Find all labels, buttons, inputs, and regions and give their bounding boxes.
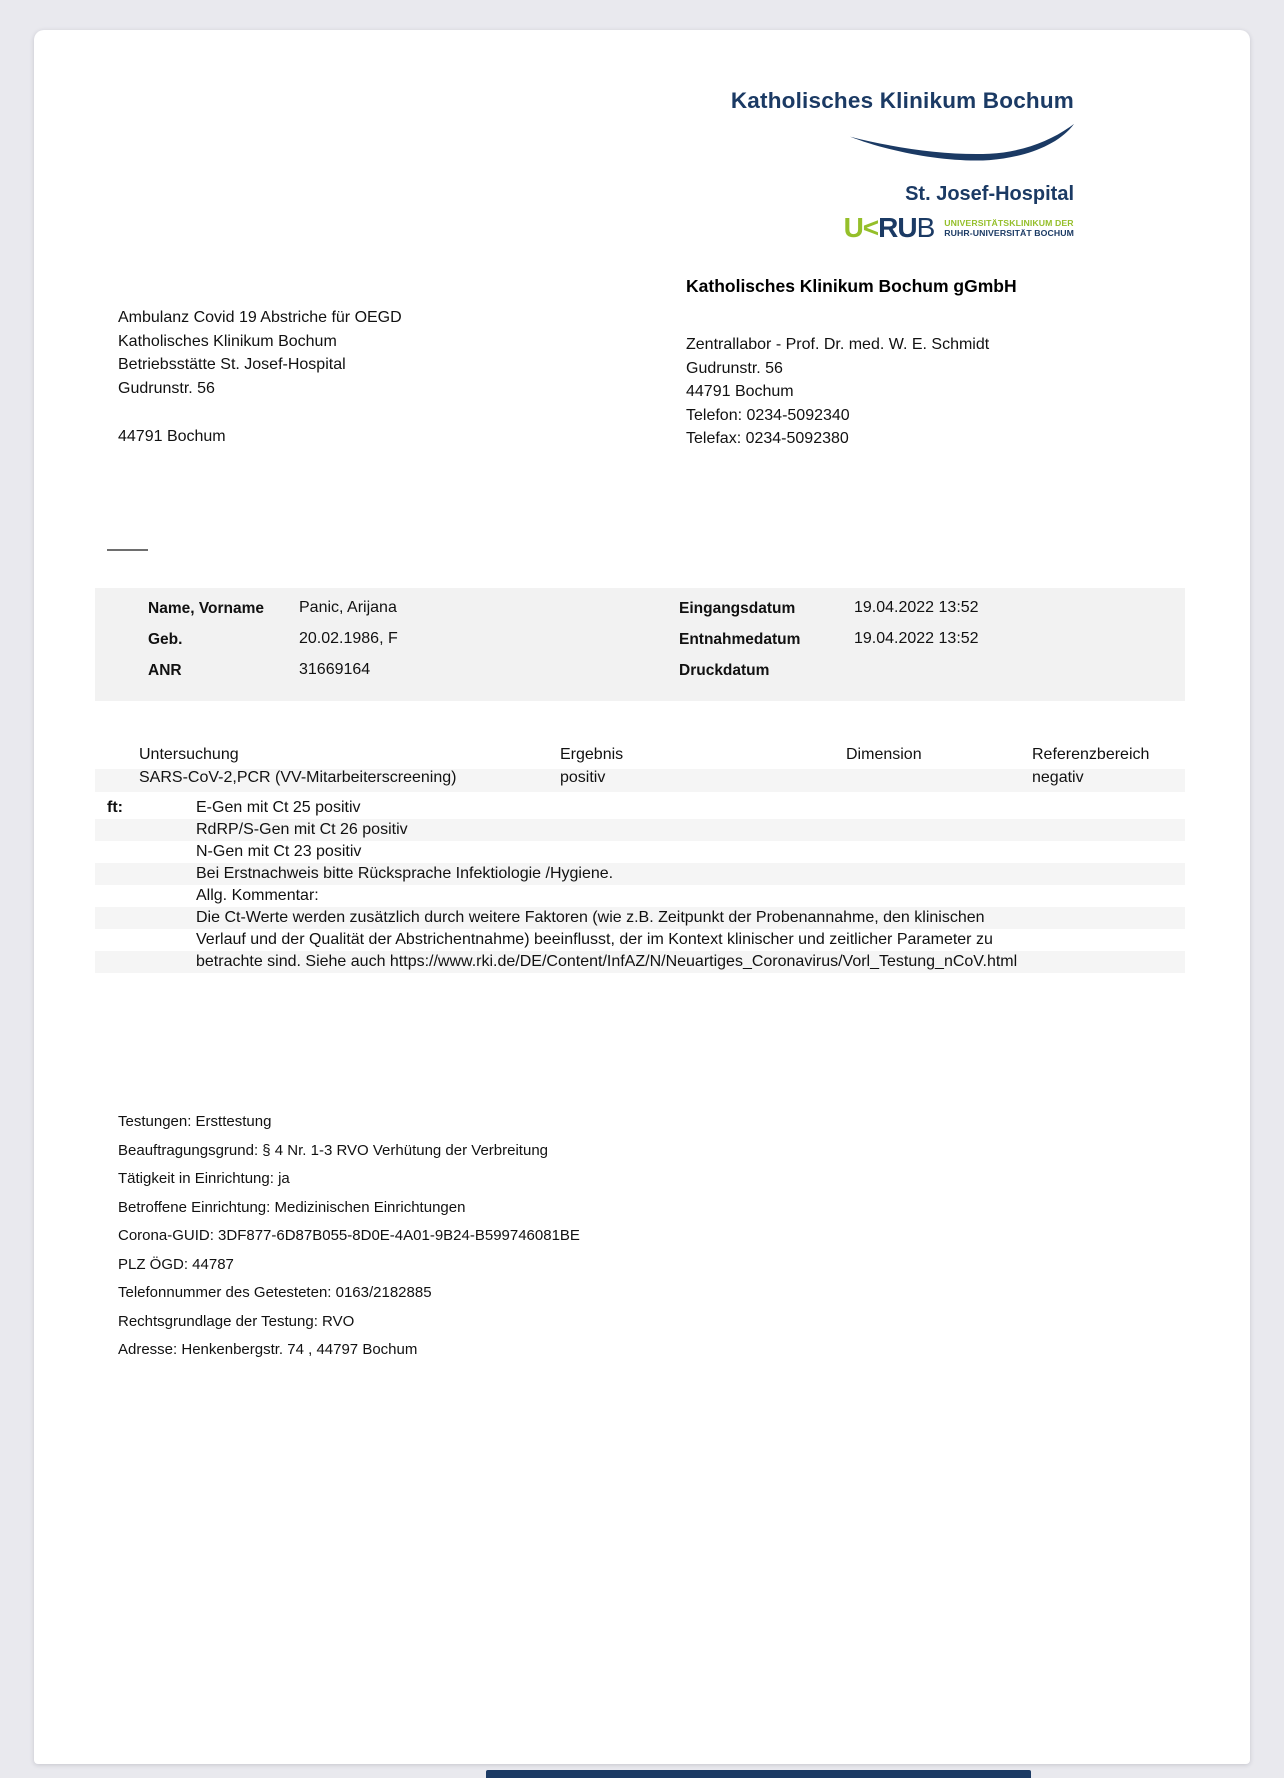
footnote-line: RdRP/S-Gen mit Ct 26 positiv [95,819,1185,841]
sender-city: 44791 Bochum [118,428,226,445]
detail-line: Beauftragungsgrund: § 4 Nr. 1-3 RVO Verhütung der Verbreitung [118,1141,549,1159]
footnote-line: Die Ct-Werte werden zusätzlich durch weitere Faktoren (wie z.B. Zeitpunkt der Probenannahme, den klinischen [95,907,1185,929]
swoosh-wave-icon [850,123,1074,161]
patient-value-name: Panic, Arijana [299,599,397,616]
lab-contact-block [686,333,989,451]
sender-address-block [118,306,402,400]
footnote-line: betrachte sind. Siehe auch https://www.rki.de/DE/Content/InfAZ/N/Neuartiges_Coronavirus/Vorl_Testung_nCoV.html [95,951,1185,973]
results-header-untersuchung: Untersuchung [139,746,239,763]
footnote-line: Verlauf und der Qualität der Abstrichentnahme) beeinflusst, der im Kontext klinischer und zeitlicher Parameter zu [196,931,993,948]
lab-line: 44791 Bochum [686,383,794,400]
report-page [34,30,1250,1764]
footnote-line: N-Gen mit Ct 23 positiv [196,843,362,860]
test-details-block [118,1108,580,1365]
sender-line: Betriebsstätte St. Josef-Hospital [118,356,346,373]
patient-value-entnahme: 19.04.2022 13:52 [854,630,979,647]
patient-data-band [95,588,1185,701]
logo-b-glyph: B [916,212,935,243]
lab-line: Gudrunstr. 56 [686,359,783,377]
detail-line: Corona-GUID: 3DF877-6D87B055-8D0E-4A01-9B24-B599746081BE [118,1227,580,1244]
detail-line: Betroffene Einrichtung: Medizinischen Einrichtungen [118,1198,466,1216]
patient-value-eingang: 19.04.2022 13:52 [854,599,979,616]
footnote-line: Bei Erstnachweis bitte Rücksprache Infektiologie /Hygiene. [95,863,1185,885]
lab-line: Telefax: 0234-5092380 [686,430,849,447]
footer-wave [486,1770,1031,1778]
results-row-sars-cov-2 [95,769,1185,792]
detail-line: Rechtsgrundlage der Testung: RVO [118,1312,355,1330]
detail-line: Tätigkeit in Einrichtung: ja [118,1170,290,1187]
hospital-name: St. Josef-Hospital [905,183,1074,205]
result-referenzbereich: negativ [1032,769,1084,786]
sender-line: Ambulanz Covid 19 Abstriche für OEGD [118,309,402,326]
detail-line: Testungen: Ersttestung [118,1113,272,1130]
organisation-name: Katholisches Klinikum Bochum gGmbH [686,276,1017,296]
patient-value-geb: 20.02.1986, F [299,630,398,647]
detail-line: Telefonnummer des Getesteten: 0163/2182885 [118,1284,432,1301]
patient-value-anr: 31669164 [299,661,371,678]
sender-line: Gudrunstr. 56 [118,379,215,397]
patient-label-druck: Druckdatum [679,662,770,679]
logo-text-line1: UNIVERSITÄTSKLINIKUM DER [944,217,1074,228]
patient-label-name: Name, Vorname [148,600,265,617]
ukrub-logo-text [944,218,1074,239]
footnote-label: ft: [107,799,123,816]
lab-line: Zentrallabor - Prof. Dr. med. W. E. Schmidt [686,336,990,353]
logo-uk-glyph: U< [843,212,879,243]
results-header-ergebnis: Ergebnis [560,746,624,763]
detail-line: Adresse: Henkenbergstr. 74 , 44797 Bochum [118,1341,418,1358]
logo-text-line2: RUHR-UNIVERSITÄT BOCHUM [944,228,1074,238]
results-header-referenzbereich: Referenzbereich [1032,746,1150,763]
logo-ru-glyph: RU [878,212,917,243]
footnote-line: Allg. Kommentar: [196,887,319,904]
ukrub-logo [844,213,1074,243]
fold-mark [107,549,148,551]
patient-label-anr: ANR [148,662,182,679]
patient-label-entnahme: Entnahmedatum [679,631,801,648]
detail-line: PLZ ÖGD: 44787 [118,1255,234,1273]
footnote-line: E-Gen mit Ct 25 positiv [196,799,361,816]
lab-line: Telefon: 0234-5092340 [686,406,850,424]
results-header-dimension: Dimension [846,746,922,763]
footnote-lines [95,797,1185,973]
result-ergebnis: positiv [560,769,606,786]
ukrub-logo-mark [844,213,935,243]
sender-line: Katholisches Klinikum Bochum [118,332,337,350]
patient-label-geb: Geb. [148,631,183,648]
clinic-name: Katholisches Klinikum Bochum [730,88,1074,113]
result-untersuchung: SARS-CoV-2,PCR (VV-Mitarbeiterscreening) [139,769,457,786]
results-header-row [95,746,1185,768]
patient-label-eingang: Eingangsdatum [679,600,796,617]
